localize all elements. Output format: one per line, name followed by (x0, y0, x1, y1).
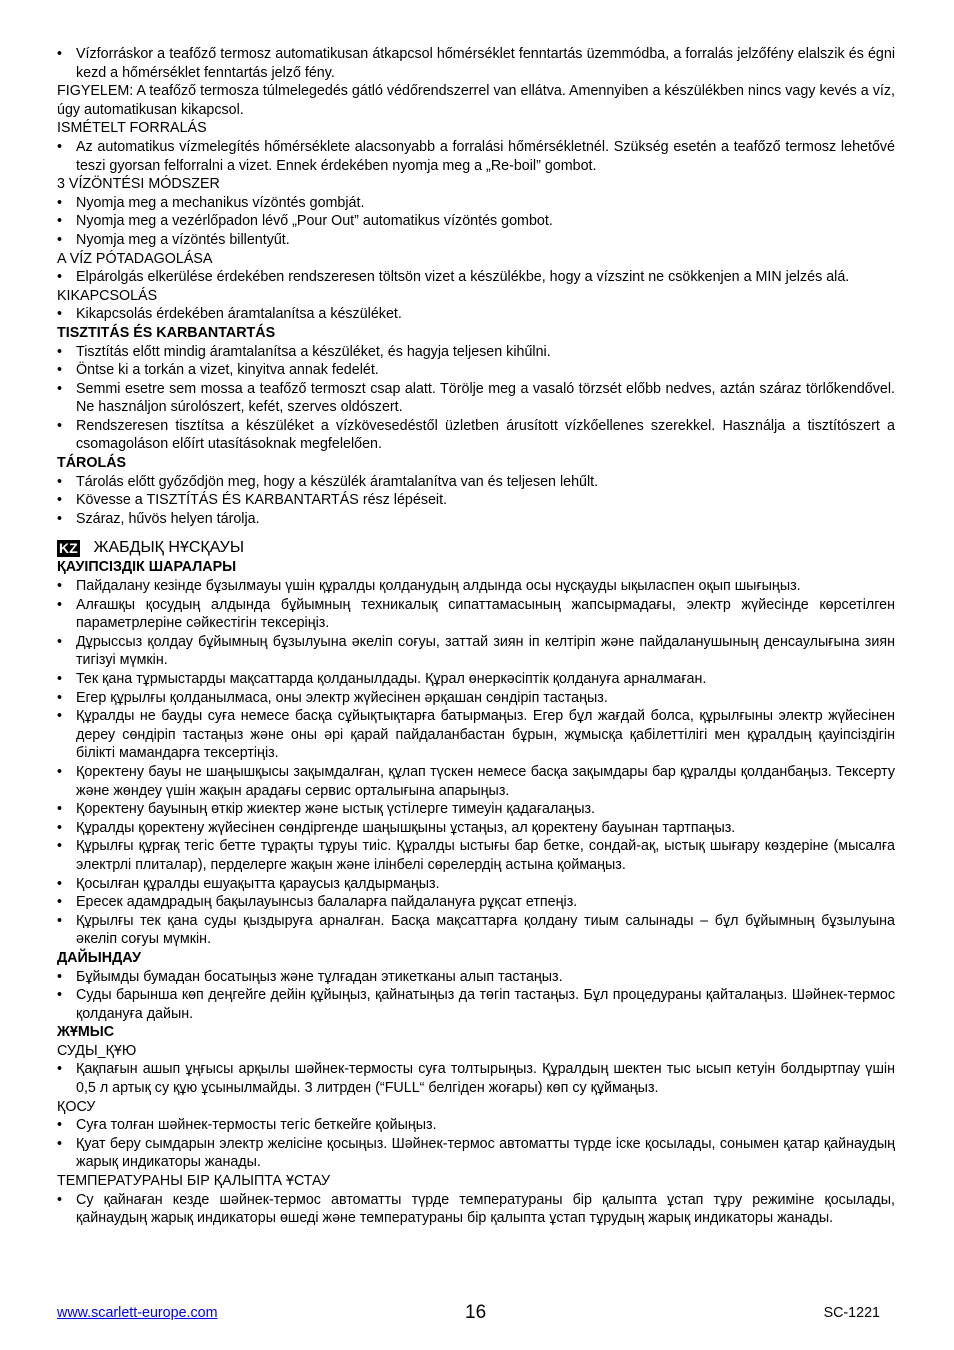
model-number: SC-1221 (823, 1305, 880, 1321)
list-item: • Тек қана тұрмыстарды мақсаттарда қолданылдады. Құрал өнеркәсіптік қолдануға арналмаған. (57, 670, 895, 689)
warning-paragraph: FIGYELEM: A teafőző termosza túlmelegedés gátló védőrendszerrel van ellátva. Amennyiben a készülékben nincs vagy kevés a víz, úgy automatikusan kikapcsol. (57, 83, 895, 118)
page-number: 16 (465, 1302, 487, 1323)
list-item: • Қақпағын ашып ұңғысы арқылы шәйнек-термосты суға толтырыңыз. Құралдың шектен тыс ысып кетуін болдыртпау үшін 0,5 л артық су құю ұсынылмайды. 3 литрден (“FULL“ белгіден жоғары) көп су құймаңыз. (57, 1060, 895, 1097)
list-item: • Суға толған шәйнек-термосты тегіс беткейге қойыңыз. (57, 1116, 895, 1135)
list-item: • Қоректену бауының өткір жиектер және ыстық үстілерге тимеуін қадағалаңыз. (57, 800, 895, 819)
list-item: • Құрылғы тек қана суды қыздыруға арналған. Басқа мақсаттарға қолдану тиым салынады – бұл бұйымның бұзылуына әкеліп соғуы мүмкін. (57, 912, 895, 949)
prep-list (57, 968, 895, 1024)
list-item: • Егер құрылғы қолданылмаса, оны электр жүйесінен әрқашан сөндіріп тастаңыз. (57, 689, 895, 708)
subheading: СУДЫ_ҚҰЮ (57, 1042, 137, 1059)
kz-flag-badge: KZ (59, 539, 78, 556)
list-item: • Az automatikus vízmelegítés hőmérséklete alacsonyabb a forralási hőmérsékletnél. Szükség esetén a teafőző termosz lehetővé teszi gyorsan felforralni a vizet. Ennek érdekében nyomja meg a „Re-boil” gombot. (57, 138, 895, 175)
list-item: • Kövesse a TISZTÍTÁS ÉS KARBANTARTÁS rész lépéseit. (57, 491, 895, 510)
list-item: • Суды барынша көп деңгейге дейін құйыңыз, қайнатыңыз да төгіп тастаңыз. Бұл процедураны қайталаңыз. Шәйнек-термос қолдануға дайын. (57, 986, 895, 1023)
safety-list (57, 577, 895, 949)
page-content (57, 45, 895, 1228)
section-heading: TISZTITÁS ÉS KARBANTARTÁS (57, 324, 276, 341)
keep-list (57, 1191, 895, 1228)
section-heading: TÁROLÁS (57, 455, 127, 472)
fill-list (57, 1060, 895, 1097)
list-item: • Құралды қоректену жүйесінен сөндіргенде шаңышқыны ұстаңыз, ал қоректену бауынан тартпаңыз. (57, 819, 895, 838)
list-item: • Elpárolgás elkerülése érdekében rendszeresen töltsön vizet a készülékbe, hogy a vízszint ne csökkenjen a MIN jelzés alá. (57, 268, 895, 287)
subheading: A VÍZ PÓTADAGOLÁSA (57, 250, 213, 267)
list-item: • Қуат беру сымдарын электр желісіне қосыңыз. Шәйнек-термос автоматты түрде іске қосылады, сонымен қатар қайнаудың жарық индикаторы жанады. (57, 1135, 895, 1172)
list-item: • Nyomja meg a mechanikus vízöntés gombját. (57, 194, 895, 213)
section-heading: ДАЙЫНДАУ (57, 949, 141, 966)
list-item: • Құрылғы құрғақ тегіс бетте тұрақты тұруы тиіс. Құралды ыстығы бар бетке, сондай-ақ, ыстық шығару көздеріне (мысалға электрлі плиталар), перделерге жақын және ілінбелі сөрелердің астына қоймаңыз. (57, 837, 895, 874)
subheading: ҚОСУ (57, 1098, 96, 1115)
list-item: • Қоректену бауы не шаңышқысы зақымдалған, құлап түскен немесе басқа зақымдары бар құралды қолданбаңыз. Тексерту және жөндеу үшін жақын арадағы сервис орталығына апарыңыз. (57, 763, 895, 800)
list-item: • Пайдалану кезінде бұзылмауы үшін құралды қолданудың алдында осы нұсқауды ықыласпен оқып шығыңыз. (57, 577, 895, 596)
subheading: ISMÉTELT FORRALÁS (57, 120, 207, 137)
subheading: ТЕМПЕРАТУРАНЫ БІР ҚАЛЫПТА ҰСТАУ (57, 1173, 331, 1190)
list-item: • Дұрыссыз қолдау бұйымның бұзылуына әкеліп соғуы, заттай зиян іп келтіріп және пайдаланушының денсаулығына зиян тигізуі мүмкін. (57, 633, 895, 670)
list-item: • Száraz, hűvös helyen tárolja. (57, 510, 895, 529)
website-link[interactable]: www.scarlett-europe.com (57, 1305, 218, 1321)
list-item: • Бұйымды бумадан босатыңыз және тұлғадан этикетканы алып тастаңыз. (57, 968, 895, 987)
section-title: ЖАБДЫҚ НҰСҚАУЫ (93, 539, 245, 557)
language-section-header (57, 538, 895, 558)
list-item: • Алғашқы қосудың алдында бұйымның техникалық сипаттамасының жапсырмадағы, электр жүйесінде көрсетілген параметрлеріне сәйкестігін тексеріңіз. (57, 596, 895, 633)
list-item: • Rendszeresen tisztítsa a készüléket a vízkövesedéstől üzletben árusított vízkőellenes szerekkel. Használja a tisztítószert a csomagoláson előírt utasításoknak megfelelően. (57, 417, 895, 454)
list-item: • Tárolás előtt győződjön meg, hogy a készülék áramtalanítva van és teljesen lehűlt. (57, 473, 895, 492)
list-item: • Vízforráskor a teafőző termosz automatikusan átkapcsol hőmérséklet fenntartás üzemmódba, a forralás jelzőfény elalszik és égni kezd a hőmérséklet fenntartás jelző fény. (57, 45, 895, 82)
list-item: • Öntse ki a torkán a vizet, kinyitva annak fedelét. (57, 361, 895, 380)
list-item: • Су қайнаған кезде шәйнек-термос автоматты түрде температураны бір қалыпта ұстап тұру режиміне қосылады, қайнаудың жарық индикаторы өшеді және температураны бір қалыпта ұстап тұрудың жарық индикаторы жанады. (57, 1191, 895, 1228)
page-footer (57, 1300, 895, 1326)
list-item: • Құралды не бауды суға немесе басқа сұйықтықтарға батырмаңыз. Егер бұл жағдай болса, құрылғыны электр жүйесінен дереу сөндіріп тастаңыз және оны әрі қарай пайдаланбастан бұрын, жұмысқа қабілеттілігі мен құралдың қауіпсіздігін білікті мамандарға тексертіңіз. (57, 707, 895, 763)
on-list (57, 1116, 895, 1172)
subheading: 3 VÍZÖNTÉSI MÓDSZER (57, 176, 220, 193)
list-item: • Kikapcsolás érdekében áramtalanítsa a készüléket. (57, 305, 895, 324)
list-item: • Tisztítás előtt mindig áramtalanítsa a készüléket, és hagyja teljesen kihűlni. (57, 343, 895, 362)
list-item: • Ересек адамдрадың бақылауынсыз балаларға пайдалануға рұқсат етпеңіз. (57, 893, 895, 912)
list-item: • Semmi esetre sem mossa a teafőző termoszt csap alatt. Törölje meg a vasaló törzsét előbb nedves, aztán száraz törlőkendővel. Ne használjon súrolószert, kefét, szerves oldószert. (57, 380, 895, 417)
section-heading: ЖҰМЫС (57, 1024, 115, 1041)
section-heading: ҚАУІПСІЗДІК ШАРАЛАРЫ (57, 559, 237, 576)
list-item: • Қосылған құралды ешуақытта қараусыз қалдырмаңыз. (57, 875, 895, 894)
list-item: • Nyomja meg a vízöntés billentyűt. (57, 231, 895, 250)
list-item: • Nyomja meg a vezérlőpadon lévő „Pour Out” automatikus vízöntés gombot. (57, 212, 895, 231)
subheading: KIKAPCSOLÁS (57, 287, 158, 304)
